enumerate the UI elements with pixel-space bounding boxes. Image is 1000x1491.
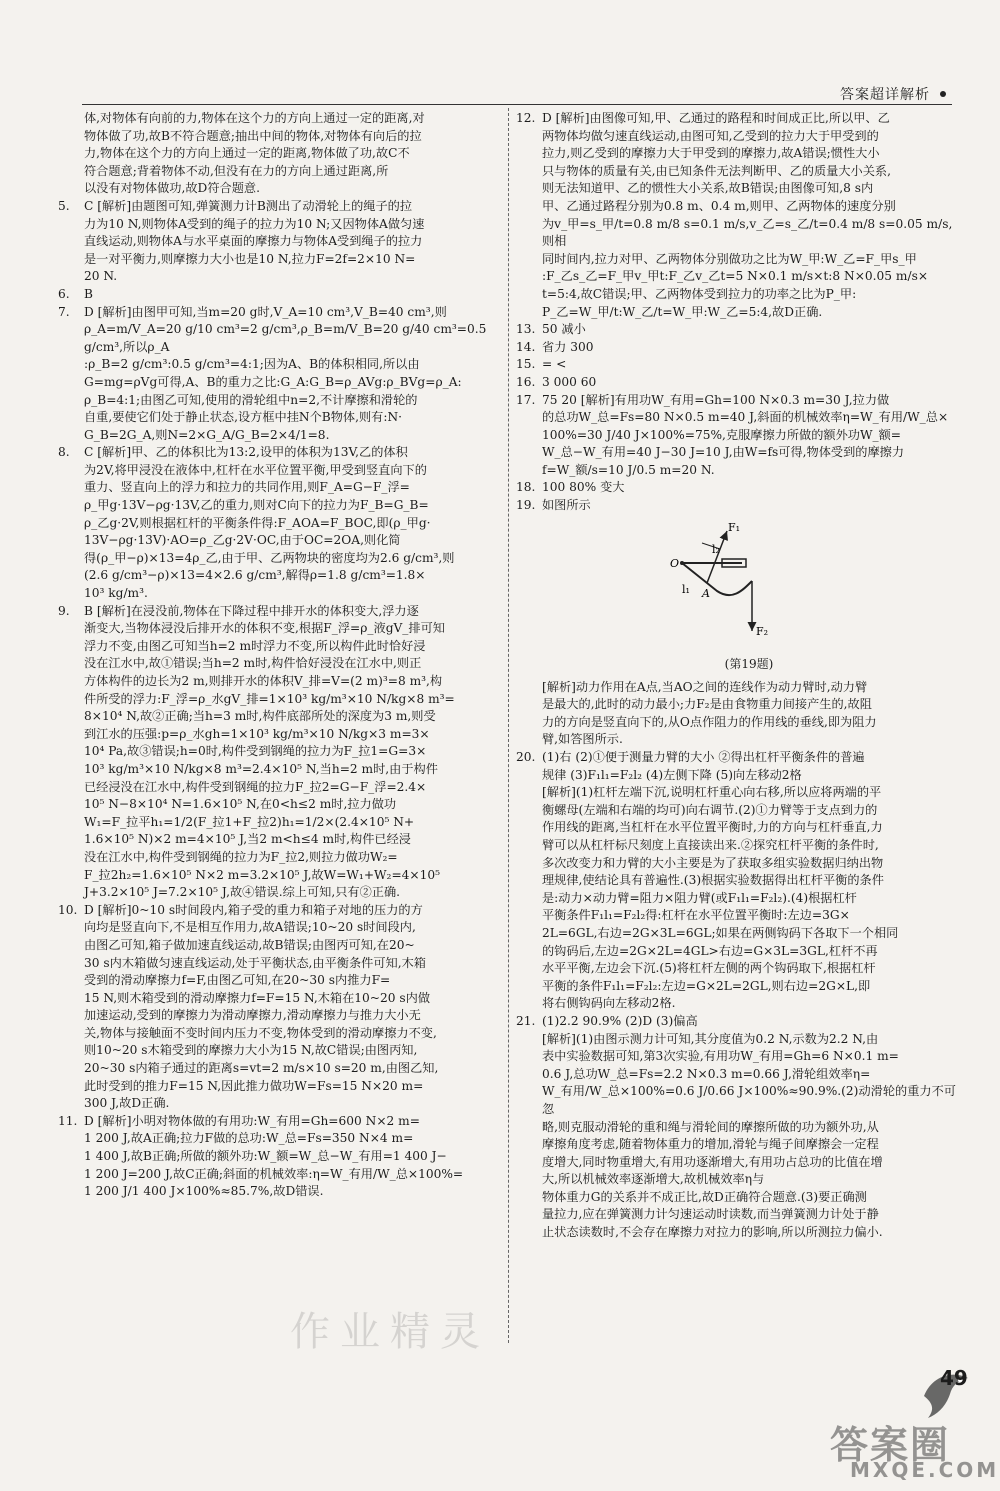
answer-line: 20 N. bbox=[84, 269, 118, 284]
answer-line: 物体重力G的关系并不成正比,故D正确符合题意.(3)要正确测 bbox=[542, 1189, 867, 1204]
label-F1: F₁ bbox=[728, 520, 741, 534]
question-number: 20. bbox=[516, 750, 536, 765]
answer-line: 13V−ρg·13V)·AO=ρ_乙g·2V·OC,由于OC=2OA,则化简 bbox=[84, 533, 401, 548]
question-number: 15. bbox=[516, 357, 536, 372]
answer-line: 大,所以机械效率逐渐增大,故机械效率η与 bbox=[542, 1172, 765, 1187]
answer-line: 浮力不变,由图乙可知当h=2 m时浮力不变,所以构件此时恰好浸 bbox=[84, 638, 426, 653]
answer-text: 如图所示 bbox=[542, 498, 591, 513]
answer-text: D [解析]0~10 s时间段内,箱子受的重力和箱子对地的压力的方 bbox=[84, 902, 423, 917]
answer-line: 多次改变力和力臂的大小主要是为了获取多组实验数据归纳出物 bbox=[542, 855, 884, 870]
answer-text: (1)2.2 90.9% (2)D (3)偏高 bbox=[542, 1013, 698, 1028]
answer-line: 是:动力×动力臂=阻力×阻力臂(或F₁l₁=F₂l₂).(4)根据杠杆 bbox=[542, 890, 857, 905]
answer-line: 1 400 J,故B正确;所做的额外功:W_额=W_总−W_有用=1 400 J− bbox=[84, 1149, 447, 1164]
answer-text: D [解析]由图像可知,甲、乙通过的路程和时间成正比,所以甲、乙 bbox=[542, 111, 890, 125]
answer-line: 则无法知道甲、乙的惯性大小关系,故B错误;由图像可知,8 s内 bbox=[542, 181, 874, 196]
answer-line: f=W_额/s=10 J/0.5 m=20 N. bbox=[542, 462, 715, 477]
answer-item bbox=[516, 110, 956, 321]
answer-line: ρ_B=4:1;由图乙可知,使用的滑轮组中n=2,不计摩擦和滑轮的 bbox=[84, 392, 418, 407]
question-number: 8. bbox=[58, 445, 70, 460]
answer-line: 件所受的浮力:F_浮=ρ_水gV_排=1×10³ kg/m³×10 N/kg×8 m³= bbox=[84, 691, 455, 706]
answer-item bbox=[516, 497, 956, 515]
answer-line: 关,物体与接触面不变时间内压力不变,物体受到的滑动摩擦力不变, bbox=[84, 1025, 437, 1040]
answer-line: G_B=2G_A,则N=2×G_A/G_B=2×4/1=8. bbox=[84, 427, 330, 442]
answer-line: 同时间内,拉力对甲、乙两物体分别做功之比为W_甲:W_乙=F_甲s_甲 bbox=[542, 251, 917, 266]
answer-line bbox=[58, 444, 496, 462]
answer-line: 到江水的压强:p=ρ_水gh=1×10³ kg/m³×10 N/kg×3 m=3× bbox=[84, 726, 430, 741]
answer-item bbox=[58, 444, 496, 602]
answer-line: 1 200 J=200 J,故C正确;斜面的机械效率:η=W_有用/W_总×100%= bbox=[84, 1166, 464, 1181]
answer-item bbox=[58, 286, 496, 304]
answer-line: 臂可以从杠杆标尺刻度上直接读出来.②探究杠杆平衡的条件时, bbox=[542, 838, 879, 852]
question-number: 18. bbox=[516, 480, 536, 495]
answer-item bbox=[516, 321, 956, 339]
label-l2: l₂ bbox=[712, 542, 720, 556]
answer-line: 10⁵ N−8×10⁴ N=1.6×10⁵ N,在0<h≤2 m时,拉力做功 bbox=[84, 797, 397, 812]
answer-line: 水平平衡,左边会下沉.(5)将杠杆左侧的两个钩码取下,根据杠杆 bbox=[542, 961, 876, 976]
answer-line: 是最大的,此时的动力最小;力F₂是由食物重力间接产生的,故阻 bbox=[542, 697, 872, 712]
answer-line bbox=[516, 679, 956, 697]
answer-item bbox=[58, 304, 496, 445]
answer-line: 则10~20 s木箱受到的摩擦力大小为15 N,故C错误;由图丙知, bbox=[84, 1043, 418, 1058]
answer-text: D [解析]由图甲可知,当m=20 g时,V_A=10 cm³,V_B=40 cm³,则 bbox=[84, 304, 447, 319]
question-number: 6. bbox=[58, 286, 70, 301]
answer-line: :F_乙s_乙=F_甲v_甲t:F_乙v_乙t=5 N×0.1 m/s×t:8 N×0.05 m/s× bbox=[542, 269, 929, 284]
answer-line bbox=[58, 304, 496, 322]
label-A: A bbox=[702, 586, 710, 600]
answer-item bbox=[516, 374, 956, 392]
answer-line: 甲、乙通过路程分别为0.8 m、0.4 m,则甲、乙两物体的速度分别 bbox=[542, 198, 896, 213]
answer-item bbox=[516, 1013, 956, 1242]
watermark-logo-en: MXQE.COM bbox=[850, 1458, 1000, 1482]
answer-text: C [解析]由题图可知,弹簧测力计B测出了动滑轮上的绳子的拉 bbox=[84, 198, 413, 213]
answer-line: 物体做了功,故B不符合题意;抽出中间的物体,对物体有向后的拉 bbox=[84, 128, 422, 143]
answer-line: 作用线的距离,当杠杆在水平位置平衡时,力的方向与杠杆垂直,力 bbox=[542, 820, 883, 835]
page-number: 49 bbox=[940, 1366, 968, 1390]
answer-line: 直线运动,则物体A与水平桌面的摩擦力与物体A受到绳子的拉力 bbox=[84, 234, 423, 249]
question-number: 16. bbox=[516, 374, 536, 389]
answer-line: 表中实验数据可知,第3次实验,有用功W_有用=Gh=6 N×0.1 m= bbox=[542, 1049, 899, 1064]
answer-text: = < bbox=[542, 357, 567, 372]
answer-text: 3 000 60 bbox=[542, 374, 597, 389]
answer-text: B bbox=[84, 286, 93, 301]
answer-line: 30 s内木箱做匀速直线运动,处于平衡状态,由平衡条件可知,木箱 bbox=[84, 955, 426, 970]
answer-item bbox=[516, 479, 956, 497]
answer-line: J+3.2×10⁵ J=7.2×10⁵ J,故④错误.综上可知,只有②正确. bbox=[84, 885, 401, 900]
answer-line bbox=[58, 286, 496, 304]
answer-line: 1.6×10⁵ N)×2 m=4×10⁵ J,当2 m<h≤4 m时,构件已经浸 bbox=[84, 832, 411, 847]
answer-line: 没在江水中,故①错误;当h=2 m时,构件恰好浸没在江水中,则正 bbox=[84, 656, 422, 671]
answer-line: W_有用/W_总×100%=0.6 J/0.66 J×100%≈90.9%.(2)动滑轮的重力不可忽 bbox=[542, 1084, 956, 1116]
label-l1: l₁ bbox=[682, 582, 690, 596]
answer-line: 1 200 J/1 400 J×100%≈85.7%,故D错误. bbox=[84, 1184, 324, 1199]
answer-line: 此时受到的推力F=15 N,因此推力做功W=Fs=15 N×20 m= bbox=[84, 1078, 424, 1093]
label-F2: F₂ bbox=[756, 624, 769, 638]
answer-text: 省力 300 bbox=[542, 339, 594, 354]
answer-item bbox=[516, 749, 956, 1013]
answer-item bbox=[58, 198, 496, 286]
answer-line: 度增大,同时物重增大,有用功逐渐增大,有用功占总功的比值在增 bbox=[542, 1154, 883, 1169]
answer-line: F_拉2h₂=1.6×10⁵ N×2 m=3.2×10⁵ J,故W=W₁+W₂=4×10⁵ bbox=[84, 867, 441, 882]
left-column bbox=[58, 110, 496, 1201]
answer-item bbox=[58, 902, 496, 1113]
answer-line bbox=[516, 339, 956, 357]
header-dot bbox=[940, 91, 946, 97]
answer-line bbox=[516, 321, 956, 339]
answer-line: G=mg=ρVg可得,A、B的重力之比:G_A:G_B=ρ_AVg:ρ_BVg=ρ_A: bbox=[84, 374, 462, 389]
answer-line bbox=[516, 110, 956, 128]
answer-line: 得(ρ_甲−ρ)×13=4ρ_乙,由于甲、乙两物块的密度均为2.6 g/cm³,则 bbox=[84, 550, 455, 565]
answer-text: [解析]动力作用在A点,当AO之间的连线作为动力臂时,动力臂 bbox=[542, 679, 868, 694]
question-number: 9. bbox=[58, 603, 70, 618]
question-number: 13. bbox=[516, 322, 536, 337]
answer-line: 的钩码后,左边=2G×2L=4GL>右边=G×3L=3GL,杠杆不再 bbox=[542, 943, 878, 958]
answer-line: t=5:4,故C错误;甲、乙两物体受到拉力的功率之比为P_甲: bbox=[542, 286, 857, 301]
answer-line: [解析](1)由图示测力计可知,其分度值为0.2 N,示数为2.2 N,由 bbox=[542, 1031, 879, 1046]
label-O: O bbox=[670, 556, 680, 570]
answer-line: 300 J,故D正确. bbox=[84, 1096, 170, 1111]
answer-line: 拉力,则乙受到的摩擦力大于甲受到的摩擦力,故A错误;惯性大小 bbox=[542, 146, 880, 161]
answer-item bbox=[58, 1113, 496, 1201]
answer-line: 20~30 s内箱子通过的距离s=vt=2 m/s×10 s=20 m,由图乙知, bbox=[84, 1061, 439, 1076]
answer-line: 10³ kg/m³. bbox=[84, 586, 148, 601]
answer-line bbox=[516, 1013, 956, 1031]
answer-line: W₁=F_拉平h₁=1/2(F_拉1+F_拉2)h₁=1/2×(2.4×10⁵ N+ bbox=[84, 814, 415, 829]
answer-line: 是一对平衡力,则摩擦力大小也是10 N,拉力F=2f=2×10 N= bbox=[84, 251, 416, 266]
answer-line bbox=[516, 479, 956, 497]
answer-line: 10³ kg/m³×10 N/kg×8 m³=2.4×10⁵ N,当h=2 m时,由于构件 bbox=[84, 761, 438, 776]
answer-line: 两物体均做匀速直线运动,由图可知,乙受到的拉力大于甲受到的 bbox=[542, 128, 879, 143]
watermark-center: 作业精灵 bbox=[290, 1309, 490, 1355]
watermark-logo-cn: 答案圈 bbox=[830, 1423, 951, 1467]
answer-line: 衡螺母(左端和右端的均可)向右调节.(2)①力臂等于支点到力的 bbox=[542, 802, 878, 817]
column-divider bbox=[508, 108, 509, 1343]
figure-caption: (第19题) bbox=[724, 657, 774, 672]
watermark-logo bbox=[790, 1420, 1000, 1482]
answer-line: 重力、竖直向上的浮力和拉力的共同作用,则F_A=G−F_浮= bbox=[84, 480, 410, 495]
answer-text: 75 20 [解析]有用功W_有用=Gh=100 N×0.3 m=30 J,拉力做 bbox=[542, 392, 890, 407]
answer-line: 力为10 N,则物体A受到的绳子的拉力为10 N;又因物体A做匀速 bbox=[84, 216, 425, 231]
answer-text: D [解析]小明对物体做的有用功:W_有用=Gh=600 N×2 m= bbox=[84, 1113, 420, 1128]
answer-line: 2L=6GL,右边=2G×3L=6GL;如果在两侧钩码下各取下一个相同 bbox=[542, 925, 899, 940]
answer-line bbox=[58, 902, 496, 920]
header-rule bbox=[82, 104, 952, 105]
answer-line: 以没有对物体做功,故D符合题意. bbox=[84, 181, 260, 196]
answer-item bbox=[58, 603, 496, 902]
answer-line: 自重,要使它们处于静止状态,设方框中挂N个B物体,则有:N· bbox=[84, 410, 403, 425]
answer-line: 规律 (3)F₁l₁=F₂l₂ (4)左侧下降 (5)向左移动2格 bbox=[542, 767, 802, 782]
answer-line: 止状态读数时,不会存在摩擦力对拉力的影响,所以所测拉力偏小. bbox=[542, 1225, 883, 1240]
answer-line bbox=[58, 110, 496, 128]
answer-line: 臂,如答图所示. bbox=[542, 732, 623, 747]
question-number: 7. bbox=[58, 304, 70, 319]
answer-text: 体,对物体有向前的力,物体在这个力的方向上通过一定的距离,对 bbox=[84, 111, 425, 125]
answer-line bbox=[58, 198, 496, 216]
answer-line: 加速运动,受到的摩擦力为滑动摩擦力,滑动摩擦力与推力大小无 bbox=[84, 1008, 421, 1023]
answer-line bbox=[516, 497, 956, 515]
answer-line: 为v_甲=s_甲/t=0.8 m/8 s=0.1 m/s,v_乙=s_乙/t=0.4 m/8 s=0.05 m/s,则相 bbox=[542, 216, 953, 249]
answer-line: ρ_A=m/V_A=20 g/10 cm³=2 g/cm³,ρ_B=m/V_B=20 g/40 cm³=0.5 g/cm³,所以ρ_A bbox=[84, 322, 487, 354]
answer-item bbox=[516, 392, 956, 480]
answer-line: ρ_乙g·2V,则根据杠杆的平衡条件得:F_AOA=F_BOC,即(ρ_甲g· bbox=[84, 515, 431, 530]
answer-line: 100%=30 J/40 J×100%=75%,克服摩擦力所做的额外功W_额= bbox=[542, 427, 902, 442]
answer-line: 向均是竖直向下,不是相互作用力,故A错误;10~20 s时间段内, bbox=[84, 920, 416, 935]
question-number: 21. bbox=[516, 1013, 536, 1028]
answer-line: 1 200 J,故A正确;拉力F做的总功:W_总=Fs=350 N×4 m= bbox=[84, 1131, 414, 1146]
right-column bbox=[516, 110, 956, 1242]
answer-line: P_乙=W_甲/t:W_乙/t=W_甲:W_乙=5:4,故D正确. bbox=[542, 304, 823, 319]
lever-diagram bbox=[542, 521, 942, 651]
answer-line: 渐变大,当物体浸没后排开水的体积不变,根据F_浮=ρ_液gV_排可知 bbox=[84, 621, 445, 636]
answer-line bbox=[516, 392, 956, 410]
answer-line: 只与物体的质量有关,由已知条件无法判断甲、乙的质量大小关系, bbox=[542, 163, 891, 178]
answer-text: 100 80% 变大 bbox=[542, 480, 625, 495]
answer-line: 由图乙可知,箱子做加速直线运动,故B错误;由图丙可知,在20~ bbox=[84, 937, 415, 952]
answer-line: 已经浸没在江水中,构件受到钢绳的拉力F_拉2=G−F_浮=2.4× bbox=[84, 779, 427, 794]
answer-line: [解析](1)杠杆左端下沉,说明杠杆重心向右移,所以应将两端的平 bbox=[542, 785, 882, 800]
answer-line: 理规律,使结论具有普遍性.(3)根据实验数据得出杠杆平衡的条件 bbox=[542, 873, 884, 888]
answer-line: 没在江水中,构件受到钢绳的拉力为F_拉2,则拉力做功W₂= bbox=[84, 849, 398, 864]
figure-19 bbox=[542, 521, 956, 673]
answer-text: B [解析]在浸没前,物体在下降过程中排开水的体积变大,浮力逐 bbox=[84, 603, 419, 618]
answer-line: 15 N,则木箱受到的滑动摩擦力f=F=15 N,木箱在10~20 s内做 bbox=[84, 990, 431, 1005]
answer-line: 为2V,将甲浸没在液体中,杠杆在水平位置平衡,甲受到竖直向下的 bbox=[84, 462, 427, 477]
answer-line: ρ_甲g·13V−ρg·13V,乙的重力,则对C向下的拉力为F_B=G_B= bbox=[84, 498, 429, 513]
question-number: 5. bbox=[58, 198, 70, 213]
answer-line bbox=[516, 749, 956, 767]
answer-line: 略,则克服动滑轮的重和绳与滑轮间的摩擦所做的功为额外功,从 bbox=[542, 1119, 879, 1134]
answer-line: 10⁴ Pa,故③错误;h=0时,构件受到钢绳的拉力为F_拉1=G=3× bbox=[84, 744, 427, 759]
answer-line: 受到的滑动摩擦力f=F,由图乙可知,在20~30 s内推力F= bbox=[84, 973, 391, 988]
answer-item bbox=[58, 110, 496, 198]
answer-item bbox=[516, 339, 956, 357]
answer-line: 的总功W_总=Fs=80 N×0.5 m=40 J,斜面的机械效率η=W_有用/W_总× bbox=[542, 410, 949, 425]
answer-line bbox=[516, 356, 956, 374]
answer-text: 50 减小 bbox=[542, 322, 586, 337]
answer-line: 符合题意;背着物体不动,但没有在力的方向上通过距离,所 bbox=[84, 163, 389, 178]
question-number: 12. bbox=[516, 111, 536, 125]
answer-line: 将右侧钩码向左移动2格. bbox=[542, 996, 676, 1011]
answer-line: W_总−W_有用=40 J−30 J=10 J,由W=fs可得,物体受到的摩擦力 bbox=[542, 445, 905, 460]
answer-line: 力,物体在这个力的方向上通过一定的距离,物体做了功,故C不 bbox=[84, 146, 410, 161]
answer-line bbox=[58, 603, 496, 621]
answer-line: 量拉力,应在弹簧测力计匀速运动时读数,而当弹簧测力计处于静 bbox=[542, 1207, 879, 1222]
question-number: 17. bbox=[516, 392, 536, 407]
answer-line: 8×10⁴ N,故②正确;当h=3 m时,构件底部所处的深度为3 m,则受 bbox=[84, 709, 436, 724]
answer-line: 0.6 J,总功W_总=Fs=2.2 N×0.3 m=0.66 J,滑轮组效率η= bbox=[542, 1066, 871, 1081]
answer-line: 平衡的条件F₁l₁=F₂l₂:左边=G×2L=2GL,则右边=2G×L,即 bbox=[542, 978, 871, 993]
answer-item bbox=[516, 679, 956, 749]
answer-line: 力的方向是竖直向下的,从O点作阻力的作用线的垂线,即为阻力 bbox=[542, 714, 877, 729]
answer-line: (2.6 g/cm³−ρ)×13=4×2.6 g/cm³,解得ρ=1.8 g/cm³=1.8× bbox=[84, 568, 426, 583]
answer-line bbox=[58, 1113, 496, 1131]
question-number: 19. bbox=[516, 498, 536, 513]
answer-item bbox=[516, 356, 956, 374]
question-number: 11. bbox=[58, 1113, 78, 1128]
header-title: 答案超详解析 bbox=[840, 87, 930, 103]
answer-text: (1)右 (2)①便于测量力臂的大小 ②得出杠杆平衡条件的普遍 bbox=[542, 750, 865, 765]
question-number: 10. bbox=[58, 902, 78, 917]
answer-line: :ρ_B=2 g/cm³:0.5 g/cm³=4:1;因为A、B的体积相同,所以由 bbox=[84, 357, 420, 372]
answer-text: C [解析]甲、乙的体积比为13:2,设甲的体积为13V,乙的体积 bbox=[84, 445, 408, 460]
answer-line: 平衡条件F₁l₁=F₂l₂得:杠杆在水平位置平衡时:左边=3G× bbox=[542, 908, 850, 923]
answer-line bbox=[516, 374, 956, 392]
question-number: 14. bbox=[516, 339, 536, 354]
answer-line: 摩擦角度考虑,随着物体重力的增加,滑轮与绳子间摩擦会一定程 bbox=[542, 1137, 879, 1152]
answer-line: 方体构件的边长为2 m,则排开水的体积V_排=V=(2 m)³=8 m³,构 bbox=[84, 674, 443, 688]
